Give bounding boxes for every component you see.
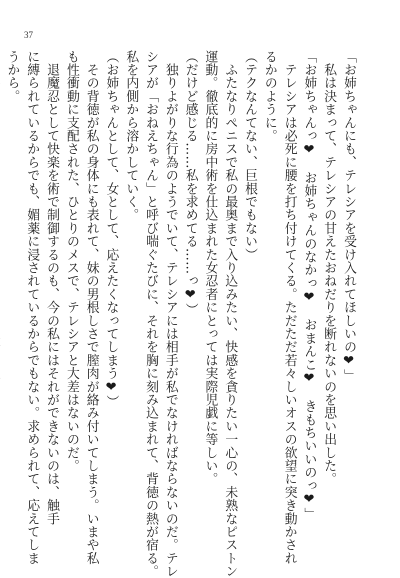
page-number: 37 [24, 30, 33, 40]
text-line: 運動。徹底的に房中術を仕込まれた女忍者にとっては実際児戯に等しい。 [202, 50, 218, 486]
novel-text-block [4, 50, 358, 578]
text-line: 独りよがりな行為のようでいて、テレシアには相手が私でなければならないのだ。テレ [162, 50, 178, 578]
text-line: も性衝動に支配された、ひとりのメスで、テレシアと大差はないのだ。 [63, 50, 79, 473]
text-line: 私を内側から溶かしていく。 [123, 50, 139, 222]
text-line: 「お姉ちゃんっ❤ お姉ちゃんのなかっ❤ おまんこ❤ きもちいいのっ❤」 [301, 50, 317, 521]
text-line: シアが「おねえちゃん」と呼び喘ぐたびに、それを胸に刻み込まれて、背徳の熱が宿る。 [143, 50, 159, 578]
text-line: ふたなりペニスで私の最奥まで入り込みたい、快感を貪りたい一心の、未熟なピストン [222, 50, 238, 578]
text-line: （テクなんてない、巨根でもない） [242, 50, 258, 262]
text-line: 私は決まって、テレシアの甘えたおねだりを断れないのを思い出した。 [321, 50, 337, 486]
text-line: 退魔忍として快楽を術で制御するのも、今の私にはそれができないのは、触手 [44, 50, 60, 526]
text-line: （お姉ちゃんとして、女として、応えたくなってしまう❤） [103, 50, 119, 409]
text-line: るかのように。 [261, 50, 277, 143]
text-line: その背徳が私の身体にも表れて、妹の男根しさで膣肉が絡み付いてしまう。いまや私 [83, 50, 99, 565]
text-line [0, 50, 2, 550]
text-line: 「お姉ちゃんにも、テレシアを受け入れてほしいの❤」 [341, 50, 356, 383]
text-line: テレシアは必死に腰を打ち付けてくる。ただただ若々しいオスの欲望に突き動かされ [281, 50, 297, 565]
text-line: に縛られているからでも、媚薬に浸されているからでもない。求められて、応えてしま [24, 50, 40, 565]
text-line: うから。 [4, 50, 20, 103]
text-line: （だけど感じる……私を求めてる……っ❤） [182, 50, 198, 317]
